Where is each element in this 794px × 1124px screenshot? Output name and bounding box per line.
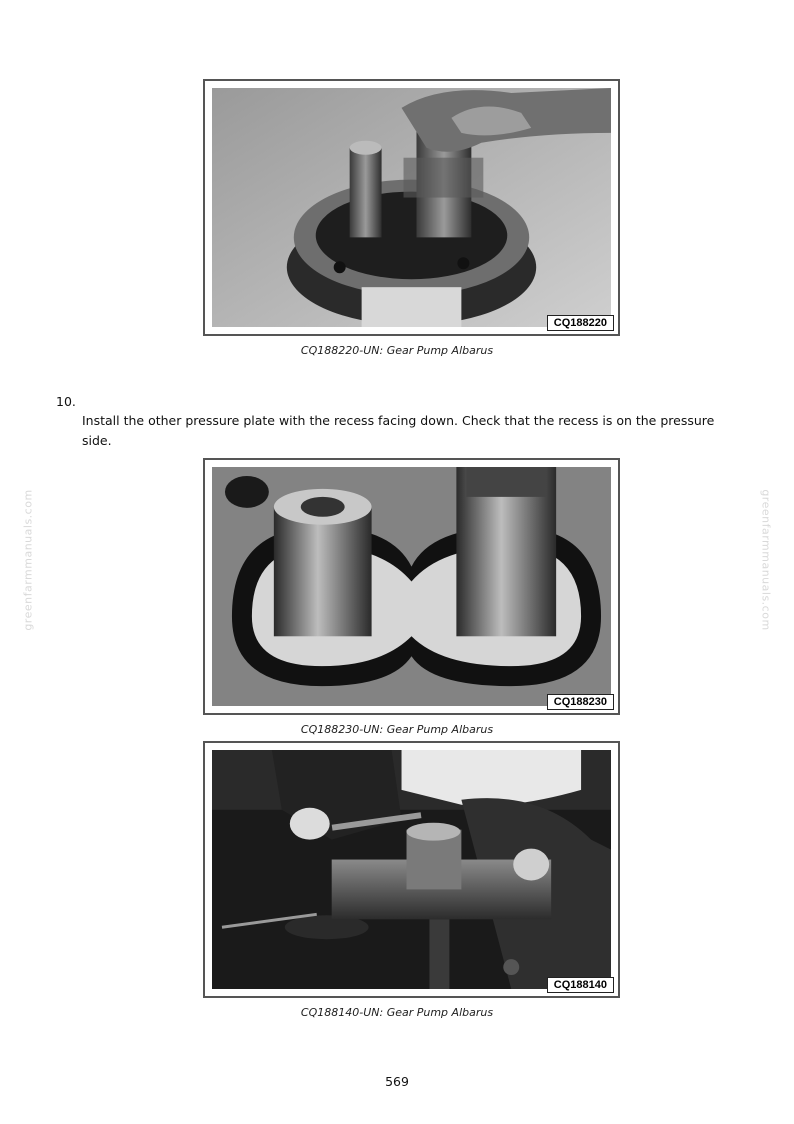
figure-2-photo <box>212 467 611 706</box>
figure-2 <box>203 458 620 715</box>
figure-3-label: CQ188140 <box>547 977 614 993</box>
figure-1-caption: CQ188220-UN: Gear Pump Albarus <box>300 344 494 357</box>
step-text: Install the other pressure plate with the recess facing down. Check that the recess is on the pressure side. <box>82 413 715 448</box>
figure-2-caption: CQ188230-UN: Gear Pump Albarus <box>300 723 494 736</box>
watermark-right: greenfarmmanuals.com <box>759 489 773 631</box>
figure-1-photo <box>212 88 611 327</box>
figure-2-label: CQ188230 <box>547 694 614 710</box>
watermark-left: greenfarmmanuals.com <box>21 489 35 631</box>
page-number: 569 <box>385 1074 409 1089</box>
figure-3-photo <box>212 750 611 989</box>
step-number: 10. <box>56 394 76 409</box>
figure-3-caption: CQ188140-UN: Gear Pump Albarus <box>300 1006 494 1019</box>
figure-1 <box>203 79 620 336</box>
figure-1-label: CQ188220 <box>547 315 614 331</box>
figure-3 <box>203 741 620 998</box>
